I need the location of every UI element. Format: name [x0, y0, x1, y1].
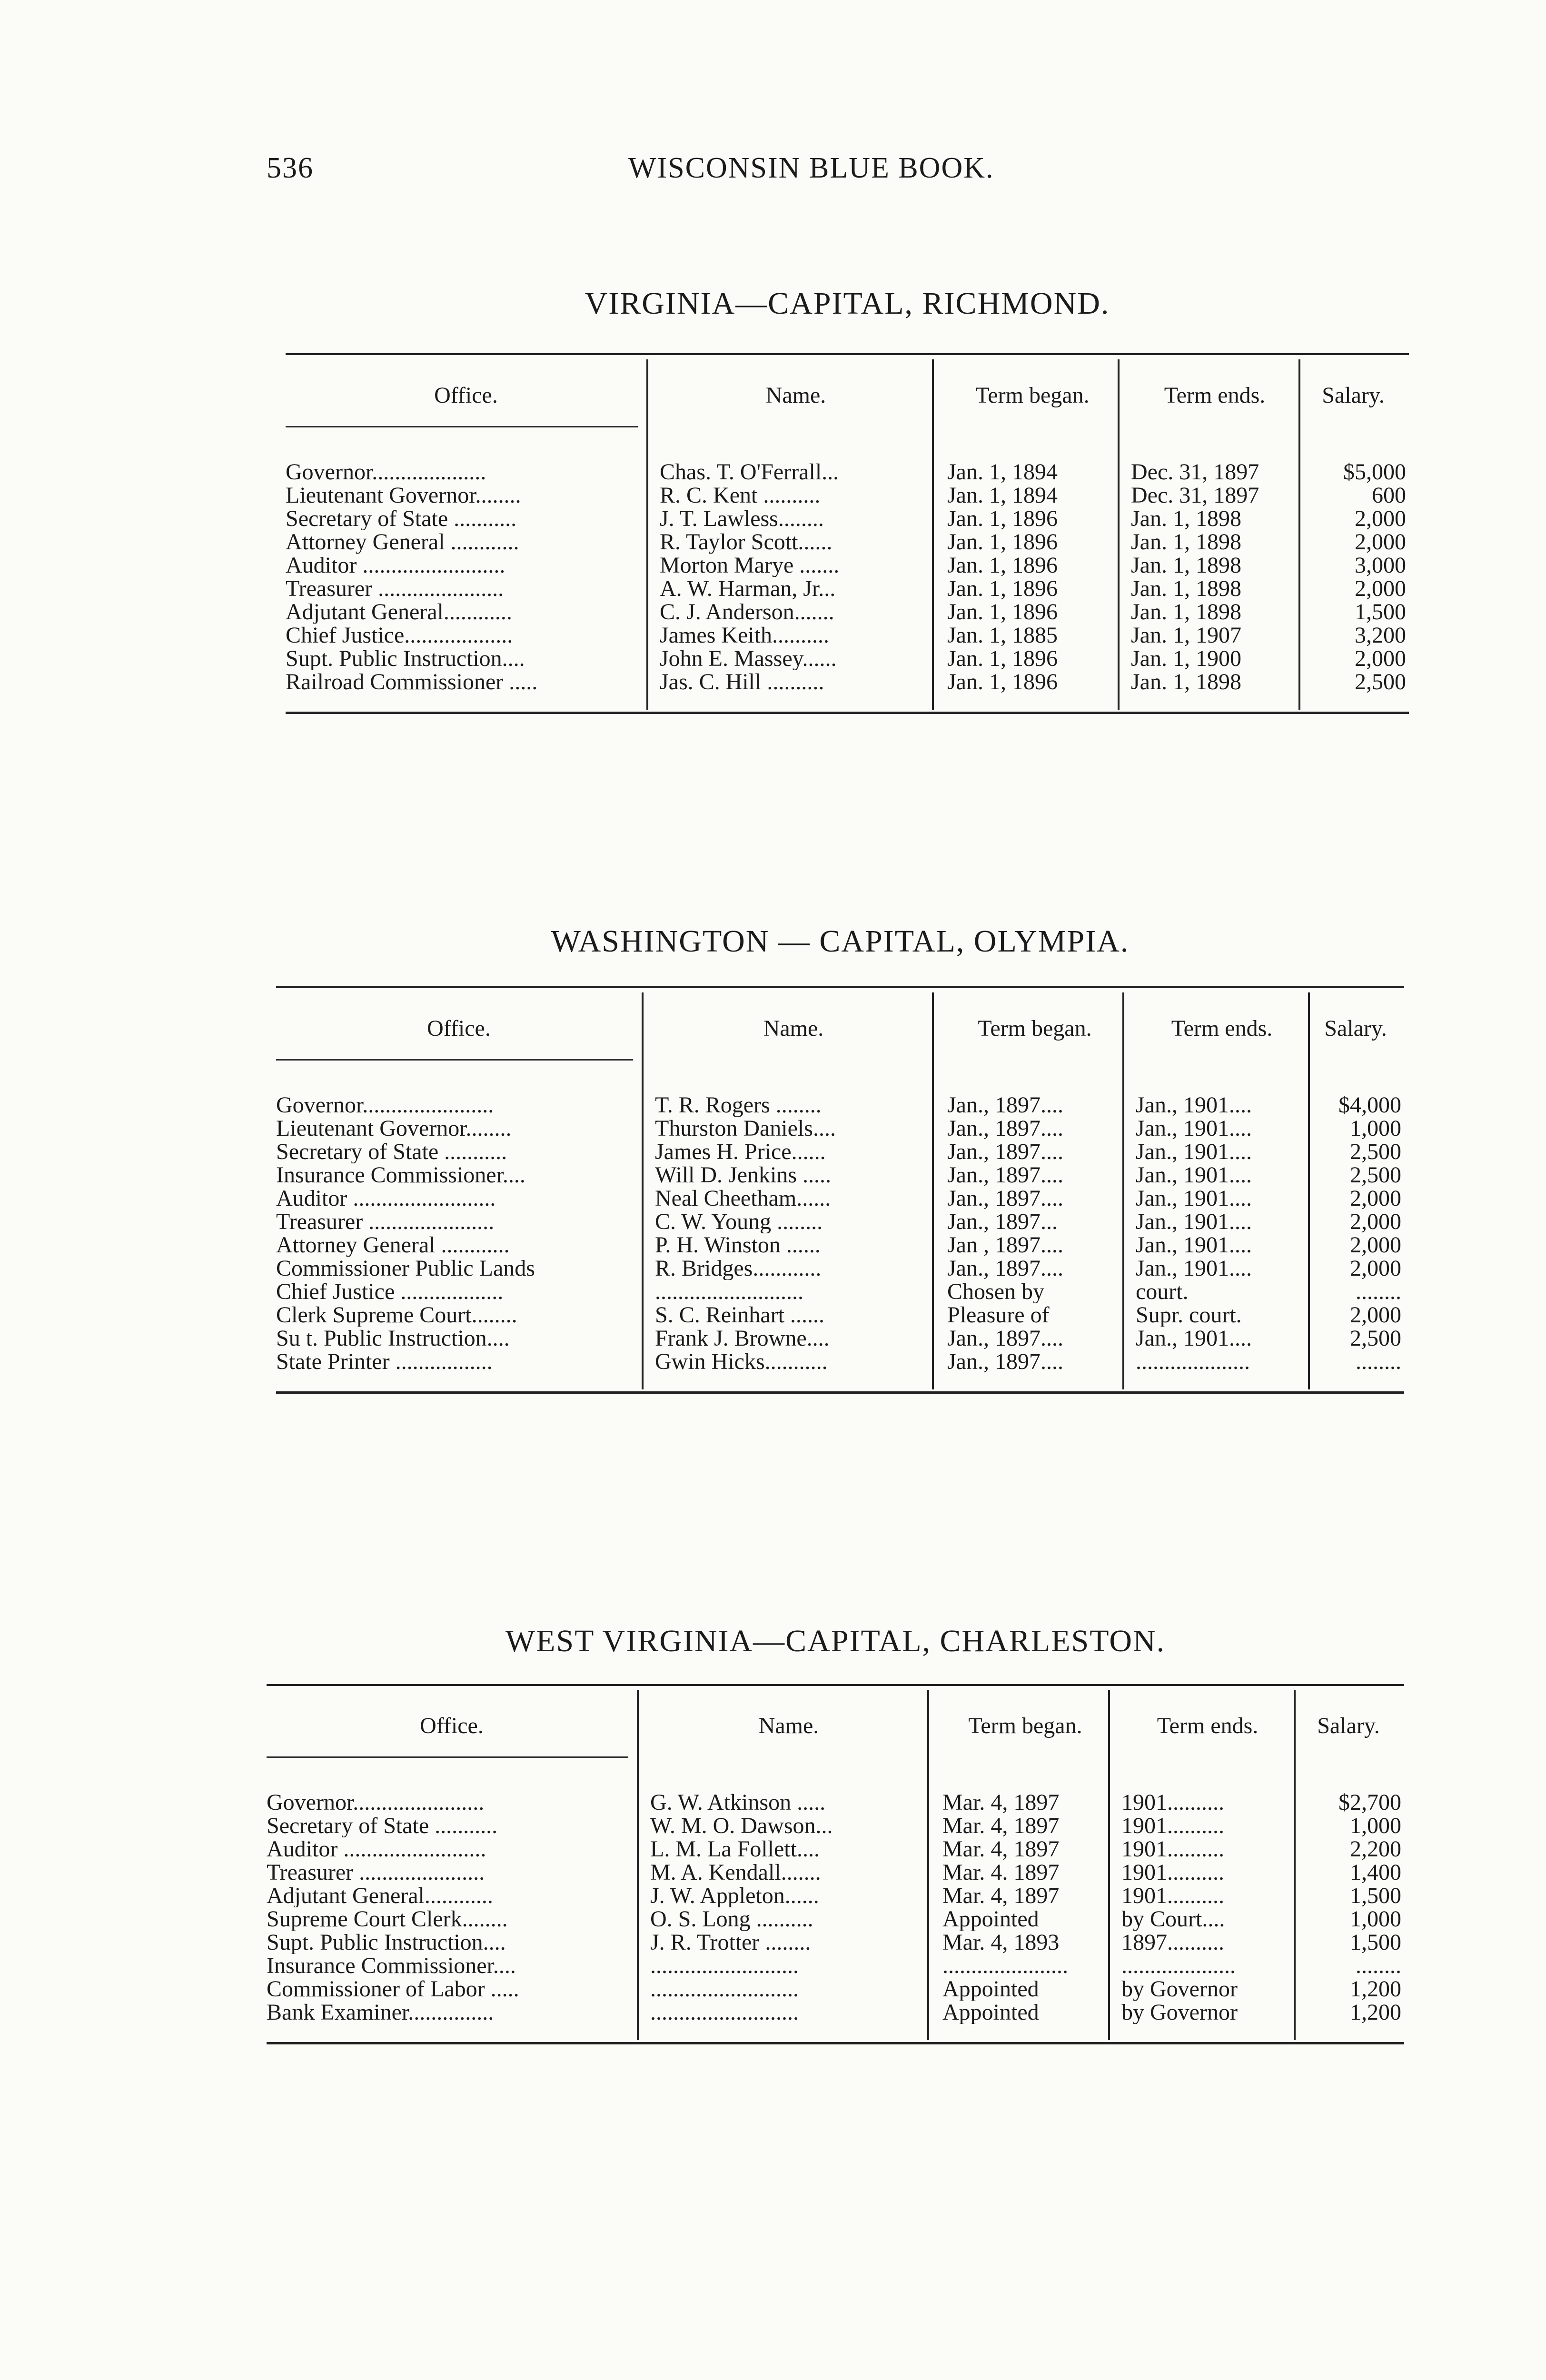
office-cell: Commissioner of Labor ..... [267, 1977, 519, 2001]
header-office: Office. [427, 1015, 491, 1041]
salary-cell: 2,000 [1309, 1303, 1404, 1327]
salary-cell: 2,000 [1309, 1257, 1404, 1280]
table-row [267, 1814, 1404, 1837]
term-began-cell: Mar. 4. 1897 [928, 1861, 1109, 1884]
name-cell: Morton Marye ....... [647, 554, 933, 577]
office-cell: Auditor ......................... [276, 1187, 496, 1210]
header-term-began: Term began. [933, 992, 1123, 1064]
office-cell: Treasurer ...................... [276, 1210, 495, 1233]
table-top-rule [267, 1684, 1404, 1686]
state-section-virginia [286, 286, 1418, 762]
term-began-cell: Mar. 4, 1897 [928, 1791, 1109, 1814]
office-cell: Attorney General ............ [286, 530, 519, 554]
table-row [267, 1791, 1404, 1814]
header-underline [276, 1059, 633, 1061]
office-cell: Railroad Commissioner ..... [286, 670, 538, 694]
table-row [276, 1350, 1404, 1373]
office-cell: Supt. Public Instruction.... [267, 1931, 506, 1954]
name-cell: R. Bridges............ [643, 1257, 933, 1280]
term-ends-cell: Jan., 1901.... [1123, 1233, 1309, 1257]
term-ends-cell: 1901.......... [1109, 1791, 1295, 1814]
term-began-cell: Jan., 1897.... [933, 1350, 1123, 1373]
table-row [286, 507, 1409, 530]
table-bottom-rule [276, 1391, 1404, 1394]
office-cell: Insurance Commissioner.... [276, 1163, 525, 1187]
salary-cell: ........ [1309, 1350, 1404, 1373]
office-cell: Secretary of State ........... [267, 1814, 498, 1837]
term-ends-cell: Jan. 1, 1898 [1119, 554, 1299, 577]
name-cell: Will D. Jenkins ..... [643, 1163, 933, 1187]
term-ends-cell: Supr. court. [1123, 1303, 1309, 1327]
term-ends-cell: by Court.... [1109, 1907, 1295, 1931]
term-ends-cell: Dec. 31, 1897 [1119, 484, 1299, 507]
section-title: WASHINGTON — CAPITAL, OLYMPIA. [551, 924, 1130, 959]
salary-cell: 2,000 [1309, 1233, 1404, 1257]
term-began-cell: Jan. 1, 1896 [933, 600, 1119, 624]
salary-cell: 1,200 [1295, 2001, 1404, 2024]
table-row [267, 1977, 1404, 2001]
office-cell: Lieutenant Governor........ [286, 484, 521, 507]
section-title: VIRGINIA—CAPITAL, RICHMOND. [585, 286, 1110, 321]
office-cell: Attorney General ............ [276, 1233, 510, 1257]
office-cell: Governor....................... [276, 1093, 494, 1117]
term-began-cell: Jan., 1897.... [933, 1163, 1123, 1187]
header-salary: Salary. [1299, 359, 1409, 431]
name-cell: .......................... [638, 2001, 928, 2024]
term-ends-cell: 1901.......... [1109, 1814, 1295, 1837]
salary-cell: 1,500 [1299, 600, 1409, 624]
salary-cell: 1,000 [1295, 1814, 1404, 1837]
term-began-cell: Jan. 1, 1896 [933, 647, 1119, 670]
table-bottom-rule [267, 2042, 1404, 2044]
table-row [286, 600, 1409, 624]
office-cell: Supreme Court Clerk........ [267, 1907, 508, 1931]
term-ends-cell: Jan., 1901.... [1123, 1163, 1309, 1187]
salary-cell: 600 [1299, 484, 1409, 507]
term-ends-cell: Jan. 1, 1898 [1119, 507, 1299, 530]
name-cell: L. M. La Follett.... [638, 1837, 928, 1861]
header-term-began: Term began. [928, 1690, 1109, 1761]
salary-cell: 2,000 [1299, 507, 1409, 530]
table-header-row [267, 1690, 1404, 1761]
table-header-row [286, 359, 1409, 431]
officers-table-west-virginia [267, 1690, 1404, 2040]
term-began-cell: Jan. 1, 1894 [933, 484, 1119, 507]
office-cell: Clerk Supreme Court........ [276, 1303, 517, 1327]
office-cell: Lieutenant Governor........ [276, 1117, 512, 1140]
term-began-cell: Jan., 1897.... [933, 1093, 1123, 1117]
name-cell: Neal Cheetham...... [643, 1187, 933, 1210]
term-began-cell: Jan. 1, 1896 [933, 577, 1119, 600]
term-ends-cell: Jan. 1, 1900 [1119, 647, 1299, 670]
office-cell: Commissioner Public Lands [276, 1257, 535, 1280]
office-cell: Governor.................... [286, 460, 486, 484]
table-row [276, 1117, 1404, 1140]
office-cell: Su t. Public Instruction.... [276, 1327, 510, 1350]
term-began-cell: Jan , 1897.... [933, 1233, 1123, 1257]
officers-table-virginia [286, 359, 1409, 710]
term-began-cell: Jan., 1897.... [933, 1257, 1123, 1280]
office-cell: Adjutant General............ [267, 1884, 493, 1907]
office-cell: Treasurer ...................... [267, 1861, 485, 1884]
header-term-ends: Term ends. [1109, 1690, 1295, 1761]
name-cell: Gwin Hicks........... [643, 1350, 933, 1373]
term-ends-cell: Dec. 31, 1897 [1119, 460, 1299, 484]
term-began-cell: Jan., 1897.... [933, 1327, 1123, 1350]
salary-cell: 3,000 [1299, 554, 1409, 577]
term-began-cell: Jan. 1, 1885 [933, 624, 1119, 647]
running-head [267, 151, 994, 185]
term-began-cell: Mar. 4, 1893 [928, 1931, 1109, 1954]
term-ends-cell: Jan., 1901.... [1123, 1257, 1309, 1280]
term-began-cell: Jan., 1897.... [933, 1140, 1123, 1163]
table-row [276, 1140, 1404, 1163]
term-ends-cell: Jan. 1, 1898 [1119, 577, 1299, 600]
table-row [276, 1280, 1404, 1303]
table-row [286, 577, 1409, 600]
office-cell: Bank Examiner............... [267, 2001, 494, 2024]
table-row [276, 1257, 1404, 1280]
term-began-cell: ...................... [928, 1954, 1109, 1977]
salary-cell: 2,500 [1309, 1140, 1404, 1163]
table-row [276, 1163, 1404, 1187]
term-ends-cell: court. [1123, 1280, 1309, 1303]
term-ends-cell: 1901.......... [1109, 1884, 1295, 1907]
office-cell: Chief Justice .................. [276, 1280, 504, 1303]
name-cell: James Keith.......... [647, 624, 933, 647]
header-name: Name. [638, 1690, 928, 1761]
name-cell: J. T. Lawless........ [647, 507, 933, 530]
term-ends-cell: Jan., 1901.... [1123, 1187, 1309, 1210]
office-cell: Secretary of State ........... [276, 1140, 507, 1163]
table-bottom-rule [286, 712, 1409, 714]
salary-cell: 2,500 [1309, 1327, 1404, 1350]
term-began-cell: Appointed [928, 2001, 1109, 2024]
term-ends-cell: by Governor [1109, 2001, 1295, 2024]
header-term-ends: Term ends. [1123, 992, 1309, 1064]
salary-cell: $5,000 [1299, 460, 1409, 484]
header-term-began: Term began. [933, 359, 1119, 431]
page-number: 536 [267, 152, 314, 184]
term-ends-cell: by Governor [1109, 1977, 1295, 2001]
name-cell: C. W. Young ........ [643, 1210, 933, 1233]
table-row [286, 484, 1409, 507]
salary-cell: 2,000 [1299, 647, 1409, 670]
table-row [286, 624, 1409, 647]
office-cell: Auditor ......................... [286, 554, 505, 577]
table-header-row [276, 992, 1404, 1064]
table-top-rule [286, 353, 1409, 355]
term-ends-cell: Jan., 1901.... [1123, 1140, 1309, 1163]
office-cell: Governor....................... [267, 1791, 485, 1814]
header-salary: Salary. [1309, 992, 1404, 1064]
term-began-cell: Jan. 1, 1894 [933, 460, 1119, 484]
name-cell: P. H. Winston ...... [643, 1233, 933, 1257]
term-ends-cell: Jan. 1, 1907 [1119, 624, 1299, 647]
office-cell: Auditor ......................... [267, 1837, 486, 1861]
table-row [276, 1210, 1404, 1233]
term-ends-cell: Jan., 1901.... [1123, 1117, 1309, 1140]
salary-cell: $2,700 [1295, 1791, 1404, 1814]
salary-cell: 2,000 [1309, 1187, 1404, 1210]
header-underline [286, 426, 638, 427]
office-cell: State Printer ................. [276, 1350, 493, 1373]
term-ends-cell: Jan., 1901.... [1123, 1210, 1309, 1233]
name-cell: Thurston Daniels.... [643, 1117, 933, 1140]
table-row [286, 460, 1409, 484]
term-began-cell: Jan. 1, 1896 [933, 670, 1119, 694]
state-section-west-virginia [267, 1623, 1399, 2104]
office-cell: Secretary of State ........... [286, 507, 517, 530]
name-cell: Chas. T. O'Ferrall... [647, 460, 933, 484]
table-row [286, 530, 1409, 554]
name-cell: C. J. Anderson....... [647, 600, 933, 624]
term-ends-cell: Jan. 1, 1898 [1119, 530, 1299, 554]
name-cell: S. C. Reinhart ...... [643, 1303, 933, 1327]
term-ends-cell: Jan. 1, 1898 [1119, 600, 1299, 624]
name-cell: .......................... [638, 1954, 928, 1977]
name-cell: M. A. Kendall....... [638, 1861, 928, 1884]
name-cell: Jas. C. Hill .......... [647, 670, 933, 694]
name-cell: John E. Massey...... [647, 647, 933, 670]
name-cell: G. W. Atkinson ..... [638, 1791, 928, 1814]
name-cell: W. M. O. Dawson... [638, 1814, 928, 1837]
term-ends-cell: 1901.......... [1109, 1861, 1295, 1884]
name-cell: J. W. Appleton...... [638, 1884, 928, 1907]
office-cell: Insurance Commissioner.... [267, 1954, 516, 1977]
salary-cell: 2,200 [1295, 1837, 1404, 1861]
term-ends-cell: Jan., 1901.... [1123, 1093, 1309, 1117]
term-began-cell: Pleasure of [933, 1303, 1123, 1327]
term-began-cell: Mar. 4, 1897 [928, 1837, 1109, 1861]
term-ends-cell: 1897.......... [1109, 1931, 1295, 1954]
header-office: Office. [420, 1713, 484, 1738]
term-ends-cell: Jan., 1901.... [1123, 1327, 1309, 1350]
term-began-cell: Jan. 1, 1896 [933, 507, 1119, 530]
salary-cell: 2,500 [1299, 670, 1409, 694]
term-began-cell: Appointed [928, 1907, 1109, 1931]
salary-cell: $4,000 [1309, 1093, 1404, 1117]
salary-cell: 1,200 [1295, 1977, 1404, 2001]
header-name: Name. [647, 359, 933, 431]
table-row [276, 1233, 1404, 1257]
term-ends-cell: .................... [1123, 1350, 1309, 1373]
table-row [267, 1954, 1404, 1977]
name-cell: Frank J. Browne.... [643, 1327, 933, 1350]
header-office: Office. [434, 382, 498, 408]
table-row [267, 1907, 1404, 1931]
state-section-washington [276, 923, 1409, 1447]
salary-cell: 1,400 [1295, 1861, 1404, 1884]
term-began-cell: Jan. 1, 1896 [933, 530, 1119, 554]
table-row [267, 1884, 1404, 1907]
term-began-cell: Chosen by [933, 1280, 1123, 1303]
salary-cell: 1,000 [1295, 1907, 1404, 1931]
name-cell: .......................... [638, 1977, 928, 2001]
section-title: WEST VIRGINIA—CAPITAL, CHARLESTON. [505, 1624, 1166, 1658]
salary-cell: 1,500 [1295, 1884, 1404, 1907]
book-title: WISCONSIN BLUE BOOK. [628, 152, 994, 184]
officers-table-washington [276, 992, 1404, 1389]
salary-cell: 2,000 [1309, 1210, 1404, 1233]
table-row [276, 1093, 1404, 1117]
name-cell: .......................... [643, 1280, 933, 1303]
term-began-cell: Jan., 1897... [933, 1210, 1123, 1233]
salary-cell: 2,500 [1309, 1163, 1404, 1187]
salary-cell: 1,000 [1309, 1117, 1404, 1140]
table-row [267, 2001, 1404, 2024]
table-row [276, 1303, 1404, 1327]
term-began-cell: Mar. 4, 1897 [928, 1814, 1109, 1837]
name-cell: James H. Price...... [643, 1140, 933, 1163]
name-cell: R. C. Kent .......... [647, 484, 933, 507]
header-name: Name. [643, 992, 933, 1064]
office-cell: Supt. Public Instruction.... [286, 647, 525, 670]
table-row [286, 647, 1409, 670]
salary-cell: ........ [1295, 1954, 1404, 1977]
table-row [286, 670, 1409, 694]
header-term-ends: Term ends. [1119, 359, 1299, 431]
table-row [267, 1837, 1404, 1861]
term-ends-cell: .................... [1109, 1954, 1295, 1977]
header-underline [267, 1756, 628, 1758]
name-cell: R. Taylor Scott...... [647, 530, 933, 554]
name-cell: O. S. Long .......... [638, 1907, 928, 1931]
name-cell: J. R. Trotter ........ [638, 1931, 928, 1954]
term-began-cell: Jan. 1, 1896 [933, 554, 1119, 577]
office-cell: Adjutant General............ [286, 600, 512, 624]
term-began-cell: Mar. 4, 1897 [928, 1884, 1109, 1907]
office-cell: Chief Justice................... [286, 624, 513, 647]
salary-cell: 1,500 [1295, 1931, 1404, 1954]
term-began-cell: Appointed [928, 1977, 1109, 2001]
table-row [267, 1931, 1404, 1954]
header-salary: Salary. [1295, 1690, 1404, 1761]
table-row [286, 554, 1409, 577]
term-ends-cell: 1901.......... [1109, 1837, 1295, 1861]
office-cell: Treasurer ...................... [286, 577, 504, 600]
salary-cell: 2,000 [1299, 577, 1409, 600]
table-row [276, 1187, 1404, 1210]
term-began-cell: Jan., 1897.... [933, 1187, 1123, 1210]
salary-cell: 2,000 [1299, 530, 1409, 554]
table-row [267, 1861, 1404, 1884]
table-top-rule [276, 986, 1404, 988]
term-began-cell: Jan., 1897.... [933, 1117, 1123, 1140]
name-cell: T. R. Rogers ........ [643, 1093, 933, 1117]
table-row [276, 1327, 1404, 1350]
salary-cell: ........ [1309, 1280, 1404, 1303]
term-ends-cell: Jan. 1, 1898 [1119, 670, 1299, 694]
name-cell: A. W. Harman, Jr... [647, 577, 933, 600]
salary-cell: 3,200 [1299, 624, 1409, 647]
